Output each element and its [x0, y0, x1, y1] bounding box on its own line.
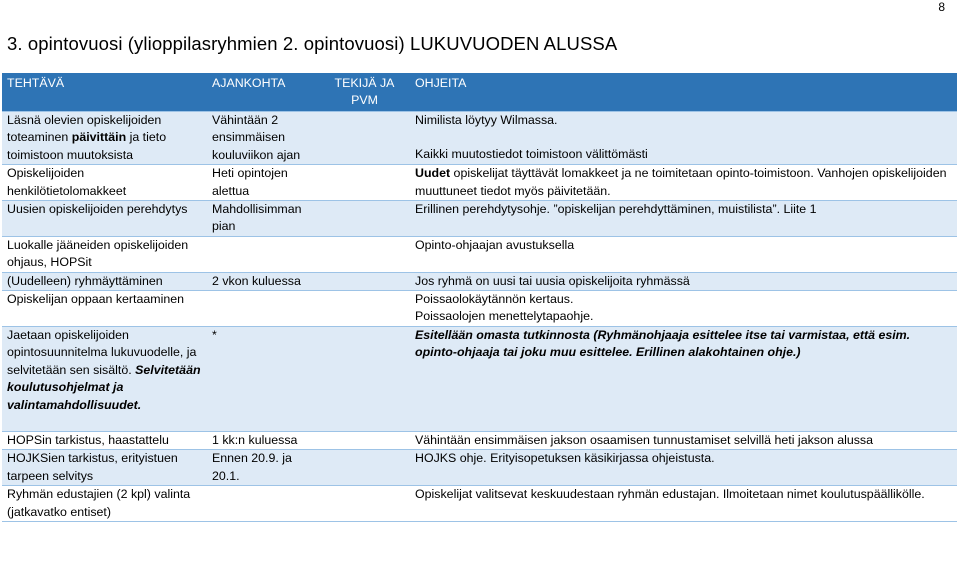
- doer-cell: [319, 165, 410, 201]
- task-cell: (Uudelleen) ryhmäyttäminen: [2, 272, 207, 290]
- header-doer: TEKIJÄ JA PVM: [319, 73, 410, 112]
- task-cell: [2, 326, 207, 431]
- table-row: [2, 236, 957, 272]
- timing-cell: [207, 486, 319, 522]
- table-row: [2, 431, 957, 449]
- task-cell: HOJKSien tarkistus, erityistuen tarpeen selvitys: [2, 450, 207, 486]
- table-row: [2, 201, 957, 237]
- instructions-cell: Opiskelijat valitsevat keskuudestaan ryhmän edustajan. Ilmoitetaan nimet koulutuspäällikölle.: [410, 486, 957, 522]
- table-row: [2, 112, 957, 165]
- task-cell: Opiskelijan oppaan kertaaminen: [2, 291, 207, 327]
- task-text: Jaetaan opiskelijoiden opintosuunnitelma lukuvuodelle, ja selvitetään sen sisältö.: [7, 327, 197, 377]
- task-table: [2, 73, 957, 522]
- instruction-line: Kaikki muutostiedot toimistoon välittömästi: [415, 147, 648, 162]
- table-row: [2, 291, 957, 327]
- task-text: Läsnä olevien opiskelijoiden toteaminen: [7, 113, 162, 145]
- instructions-cell: Vähintään ensimmäisen jakson osaamisen tunnustamiset selvillä heti jakson alussa: [410, 431, 957, 449]
- timing-cell: *: [207, 326, 319, 431]
- instruction-emphasis: Uudet: [415, 166, 451, 181]
- doer-cell: [319, 326, 410, 431]
- header-task: TEHTÄVÄ: [2, 73, 207, 112]
- timing-cell: [207, 236, 319, 272]
- header-timing: AJANKOHTA: [207, 73, 319, 112]
- instruction-line: Nimilista löytyy Wilmassa.: [415, 113, 558, 127]
- task-cell: [2, 112, 207, 165]
- task-cell: Luokalle jääneiden opiskelijoiden ohjaus, HOPSit: [2, 236, 207, 272]
- doer-cell: [319, 486, 410, 522]
- doer-cell: [319, 112, 410, 165]
- page-number: 8: [938, 0, 945, 14]
- instructions-cell: HOJKS ohje. Erityisopetuksen käsikirjassa ohjeistusta.: [410, 450, 957, 486]
- instructions-cell: Erillinen perehdytysohje. ”opiskelijan perehdyttäminen, muistilista”. Liite 1: [410, 201, 957, 237]
- table-header-row: [2, 73, 957, 112]
- task-cell: HOPSin tarkistus, haastattelu: [2, 431, 207, 449]
- instructions-cell: [410, 165, 957, 201]
- table-row: [2, 326, 957, 431]
- doer-cell: [319, 272, 410, 290]
- instructions-cell: [410, 112, 957, 165]
- task-emphasis: Selvitetään koulutusohjelmat ja valintamahdollisuudet.: [7, 362, 201, 412]
- table-row: [2, 165, 957, 201]
- timing-cell: Vähintään 2 ensimmäisen kouluviikon ajan: [207, 112, 319, 165]
- task-cell: Opiskelijoiden henkilötietolomakkeet: [2, 165, 207, 201]
- doer-cell: [319, 431, 410, 449]
- timing-cell: Ennen 20.9. ja 20.1.: [207, 450, 319, 486]
- task-cell: Ryhmän edustajien (2 kpl) valinta (jatkavatko entiset): [2, 486, 207, 522]
- header-instructions: OHJEITA: [410, 73, 957, 112]
- timing-cell: Heti opintojen alettua: [207, 165, 319, 201]
- instructions-cell: Esitellään omasta tutkinnosta (Ryhmänohjaaja esittelee itse tai varmistaa, että esim. opinto-ohjaaja tai joku muu esittelee. Erillinen alakohtainen ohje.): [410, 326, 957, 431]
- timing-cell: 1 kk:n kuluessa: [207, 431, 319, 449]
- page-title: 3. opintovuosi (ylioppilasryhmien 2. opintovuosi) LUKUVUODEN ALUSSA: [7, 33, 618, 54]
- instruction-line: Poissaolojen menettelytapaohje.: [415, 309, 594, 324]
- task-emphasis: päivittäin: [71, 130, 127, 145]
- task-cell: Uusien opiskelijoiden perehdytys: [2, 201, 207, 237]
- timing-cell: 2 vkon kuluessa: [207, 272, 319, 290]
- timing-cell: Mahdollisimman pian: [207, 201, 319, 237]
- instruction-line: Poissaolokäytännön kertaus.: [415, 292, 574, 307]
- task-text: ja tieto toimistoon muutoksista: [7, 130, 167, 162]
- table-row: [2, 450, 957, 486]
- timing-cell: [207, 291, 319, 327]
- doer-cell: [319, 201, 410, 237]
- doer-cell: [319, 291, 410, 327]
- instructions-cell: [410, 291, 957, 327]
- doer-cell: [319, 236, 410, 272]
- table-row: [2, 272, 957, 290]
- instruction-text: opiskelijat täyttävät lomakkeet ja ne toimitetaan opinto-toimistoon. Vanhojen opiskelijoiden muuttuneet tiedot myös päivitetään.: [415, 166, 947, 198]
- instructions-cell: Opinto-ohjaajan avustuksella: [410, 236, 957, 272]
- instructions-cell: Jos ryhmä on uusi tai uusia opiskelijoita ryhmässä: [410, 272, 957, 290]
- doer-cell: [319, 450, 410, 486]
- table-row: [2, 486, 957, 522]
